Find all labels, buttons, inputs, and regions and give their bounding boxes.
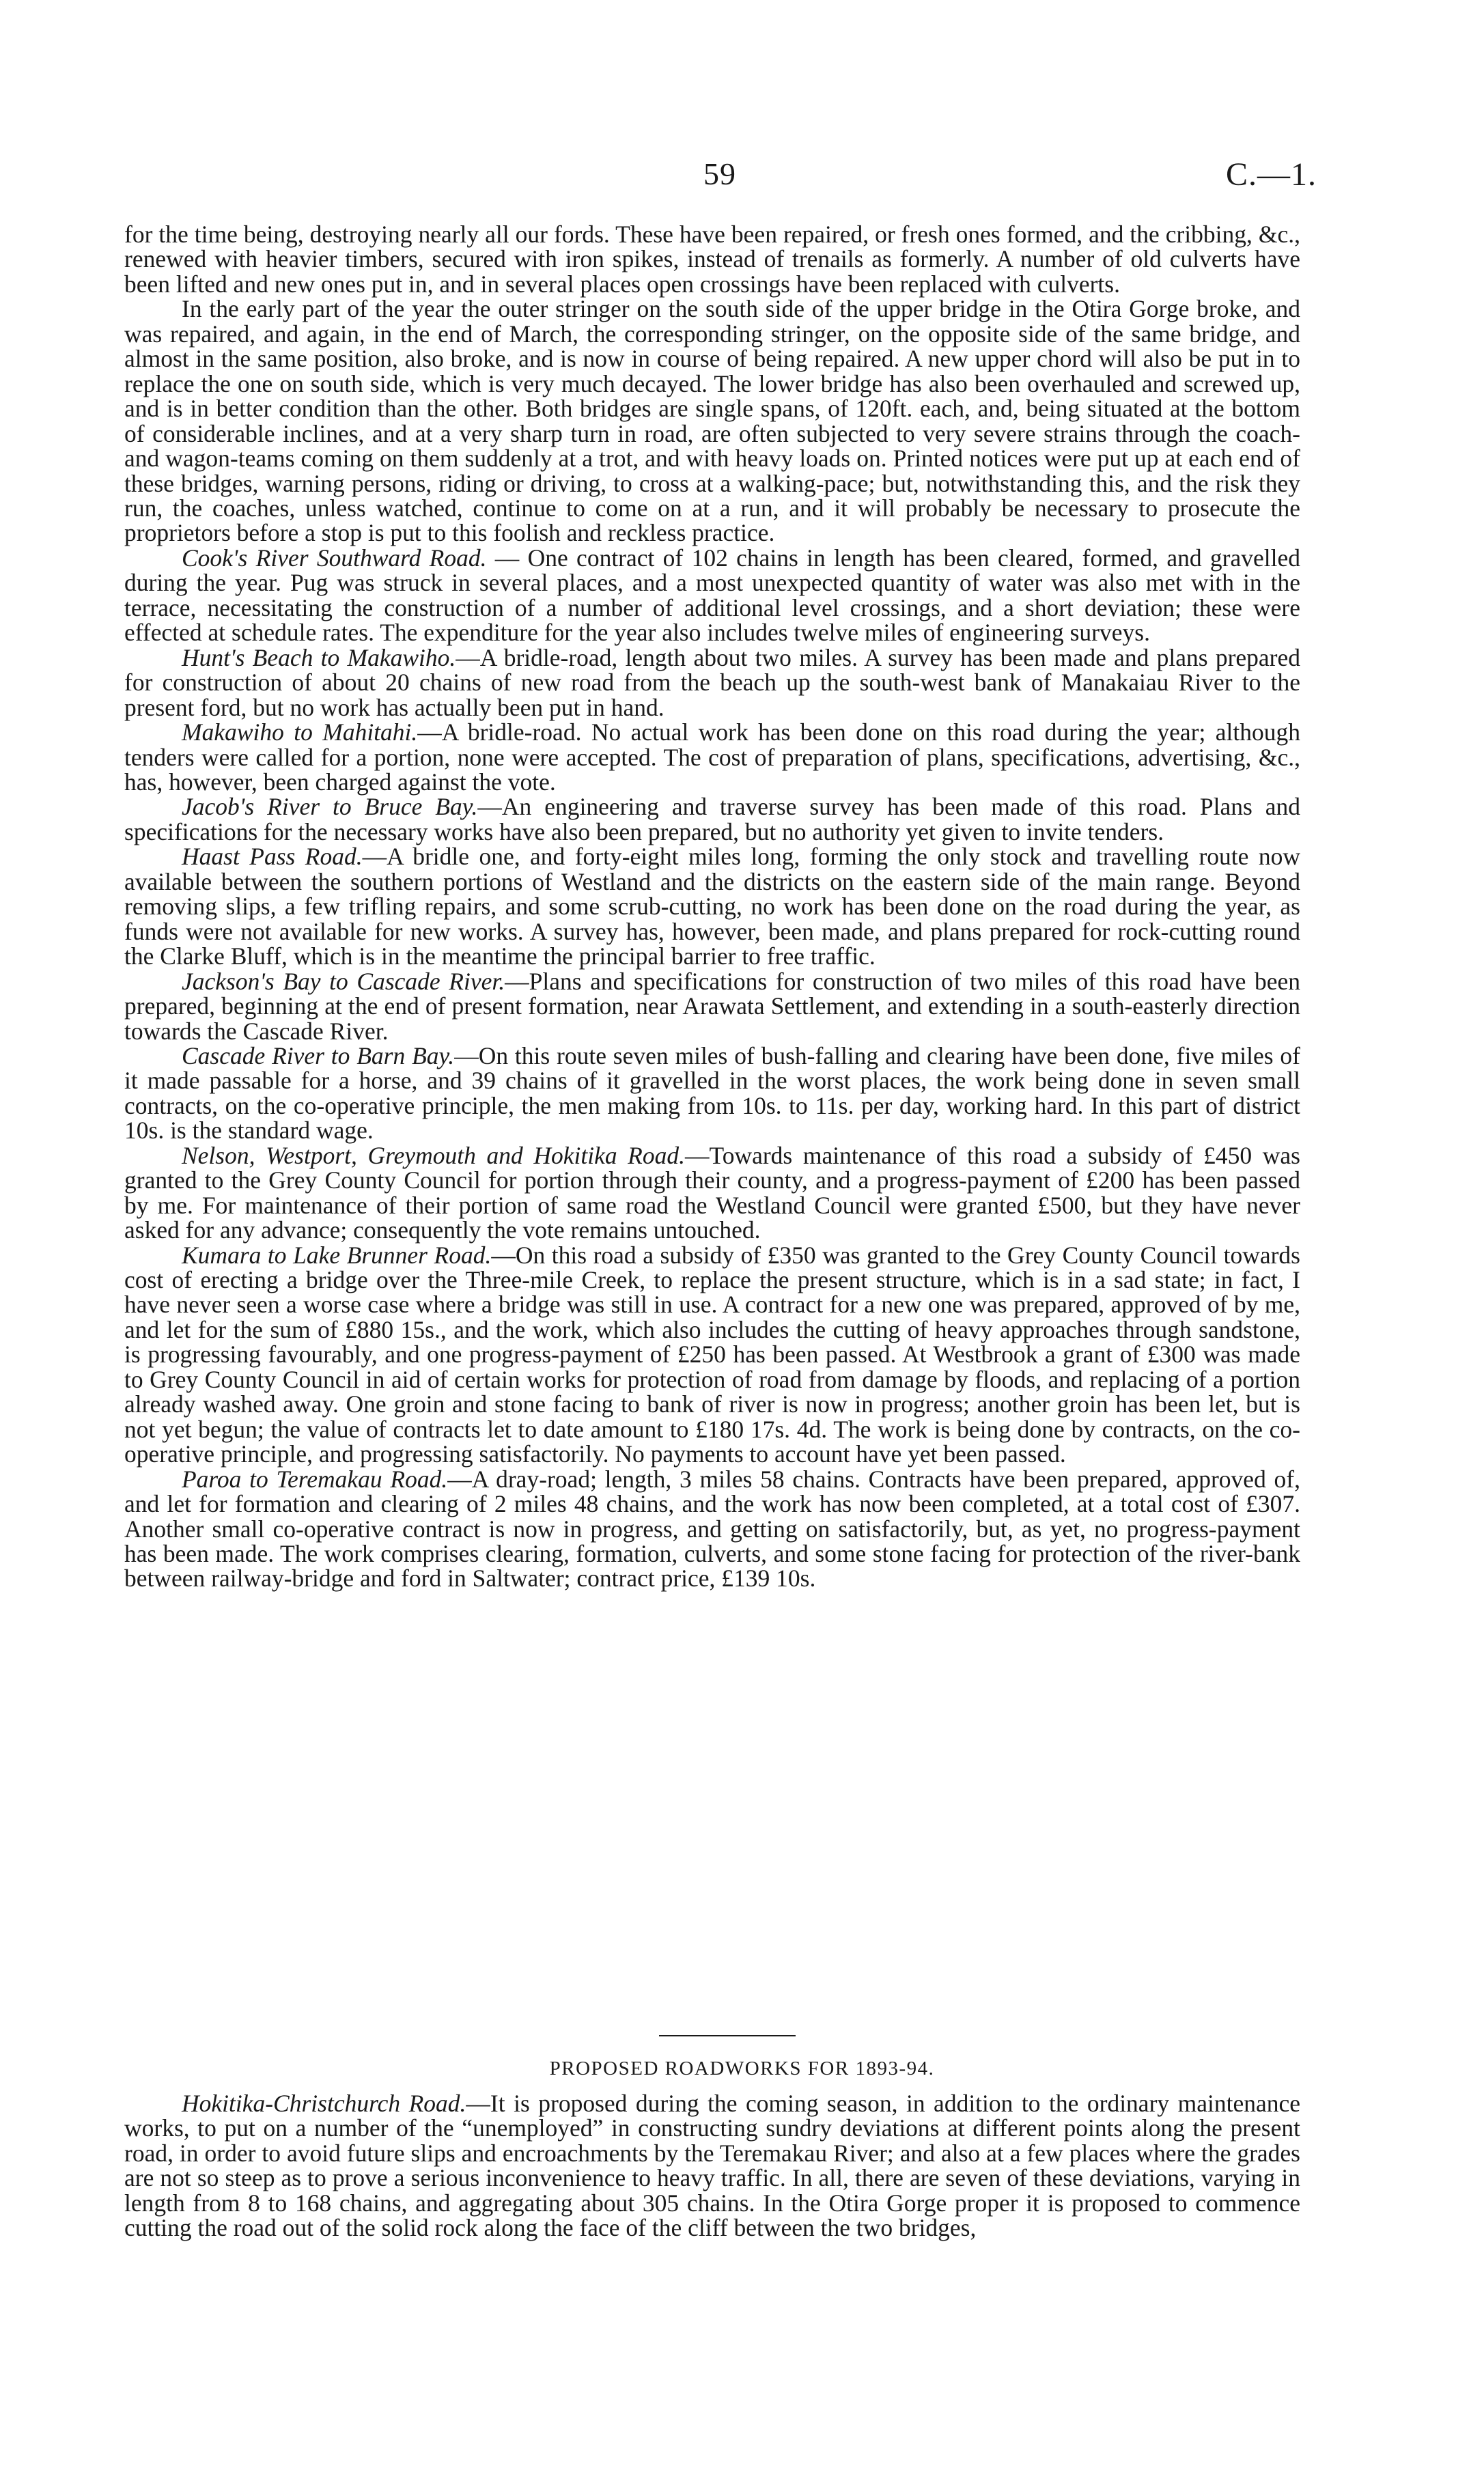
paragraph-kumara	[124, 1243, 1300, 1467]
paragraph-text: —Plans and specifications for construction of two miles of this road have been prepared, beginning at the end of present formation, near Arawata Settlement, and extending in a south-easterly direction towards the Cascade River.	[124, 967, 1300, 1045]
paragraph-heading: Haast Pass Road.	[182, 843, 363, 871]
paragraph-text: —A bridle one, and forty-eight miles long, forming the only stock and travelling route now available between the southern portions of Westland and the districts on the eastern side of the main range. Beyond removing slips, a few trifling repairs, and some scrub-cutting, no work has been done on the road during the year, as funds were not available for new works. A survey has, however, been made, and plans prepared for rock-cutting round the Clarke Bluff, which is in the meantime the principal barrier to free traffic.	[124, 843, 1300, 970]
paragraph-heading: Jacob's River to Bruce Bay.	[182, 793, 478, 821]
paragraph-makawiho	[124, 720, 1300, 794]
paragraph-cascade-river	[124, 1043, 1300, 1143]
paragraph-text: —A dray-road; length, 3 miles 58 chains. Contracts have been prepared, approved of, and let for formation and clearing of 2 miles 48 chains, and the work has now been completed, at a total cost of £307. Another small co-operative contract is now in progress, and getting on satisfactorily, but, as yet, no progress-payment has been made. The work comprises clearing, formation, culverts, and some stone facing for protection of the river-bank between railway-bridge and ford in Saltwater; contract price, £139 10s.	[124, 1465, 1300, 1593]
paragraph-heading: Hokitika-Christchurch Road.	[182, 2090, 466, 2117]
paragraph-jacobs-river	[124, 794, 1300, 844]
paragraph-fords	[124, 222, 1300, 296]
document-reference: C.—1.	[1226, 156, 1317, 193]
page-number: 59	[703, 156, 736, 191]
paragraph-nelson-westport	[124, 1143, 1300, 1243]
paragraph-text: —A bridle-road, length about two miles. A survey has been made and plans prepared for construction of about 20 chains of new road from the beach up the south-west bank of Manakaiau River to the present ford, but no work has actually been put in hand.	[124, 643, 1301, 721]
paragraph-text: —A bridle-road. No actual work has been done on this road during the year; although tenders were called for a portion, none were accepted. The cost of preparation of plans, specifications, advertising, &c., has, however, been charged against the vote.	[124, 718, 1300, 796]
paragraph-text: —Towards maintenance of this road a subsidy of £450 was granted to the Grey County Council for portion through their county, and a progress-payment of £200 has been passed by me. For maintenance of their portion of same road the Westland Council were granted £500, but they have never asked for any advance; consequently the vote remains untouched.	[124, 1141, 1300, 1244]
paragraph-heading: Paroa to Teremakau Road.	[182, 1465, 448, 1493]
paragraph-otira-bridges	[124, 296, 1300, 546]
paragraph-text: In the early part of the year the outer stringer on the south side of the upper bridge in the Otira Gorge broke, and was repaired, and again, in the end of March, the corresponding stringer, on the opposite side of the same bridge, and almost in the same position, also broke, and is now in course of being repaired. A new upper chord will also be put in to replace the one on south side, which is very much decayed. The lower bridge has also been overhauled and screwed up, and is in better condition than the other. Both bridges are single spans, of 120ft. each, and, being situated at the bottom of considerable inclines, and at a very sharp turn in road, are often subjected to very severe strains through the coach- and wagon-teams coming on them suddenly at a trot, and with heavy loads on. Printed notices were put up at each end of these bridges, warning persons, riding or driving, to cross at a walking-pace; but, notwithstanding this, and the risk they run, the coaches, unless watched, continue to come on at a run, and it will probably be necessary to prosecute the proprietors before a stop is put to this foolish and reckless practice.	[124, 295, 1300, 547]
paragraph-text: — One contract of 102 chains in length has been cleared, formed, and gravelled during the year. Pug was struck in several places, and a most unexpected quantity of water was also met with in the terrace, necessitating the construction of a number of additional level crossings, and a short deviation; these were effected at schedule rates. The expenditure for the year also includes twelve miles of engineering surveys.	[124, 544, 1300, 647]
section-divider	[659, 2035, 796, 2036]
paragraph-text: —It is proposed during the coming season, in addition to the ordinary maintenance works, to put on a number of the “unemployed” in constructing sundry deviations at different points along the present road, in order to avoid future slips and encroachments by the Teremakau River; and also at a few places where the grades are not so steep as to prove a serious inconvenience to heavy traffic. In all, there are seven of these deviations, varying in length from 8 to 168 chains, and aggregating about 305 chains. In the Otira Gorge proper it is proposed to commence cutting the road out of the solid rock along the face of the cliff between the two bridges,	[124, 2090, 1301, 2242]
paragraph-heading: Nelson, Westport, Greymouth and Hokitika Road.	[182, 1141, 685, 1169]
paragraph-paroa	[124, 1467, 1300, 1591]
paragraph-text: —On this route seven miles of bush-falling and clearing have been done, five miles of it made passable for a horse, and 39 chains of it gravelled in the worst places, the work being done in seven small contracts, on the co-operative principle, the men making from 10s. to 11s. per day, working hard. In this part of district 10s. is the standard wage.	[124, 1041, 1300, 1145]
paragraph-hunts-beach	[124, 645, 1300, 720]
paragraph-heading: Cook's River Southward Road.	[182, 544, 487, 572]
section-body	[124, 2091, 1300, 2240]
paragraph-haast-pass	[124, 844, 1300, 968]
paragraph-heading: Makawiho to Mahitahi.	[182, 718, 418, 746]
report-body	[124, 222, 1300, 1591]
paragraph-text: for the time being, destroying nearly all our fords. These have been repaired, or fresh ones formed, and the cribbing, &c., renewed with heavier timbers, secured with iron spikes, instead of trenails as formerly. A number of old culverts have been lifted and new ones put in, and in several places open crossings have been replaced with culverts.	[124, 221, 1300, 298]
section-title: PROPOSED ROADWORKS FOR 1893-94.	[549, 2058, 935, 2079]
paragraph-jacksons-bay	[124, 969, 1300, 1043]
paragraph-heading: Cascade River to Barn Bay.	[182, 1041, 455, 1069]
paragraph-text: —An engineering and traverse survey has been made of this road. Plans and specifications for the necessary works have also been prepared, but no authority yet given to invite tenders.	[124, 793, 1300, 845]
paragraph-heading: Jackson's Bay to Cascade River.	[182, 967, 505, 995]
paragraph-heading: Kumara to Lake Brunner Road.	[182, 1241, 492, 1269]
paragraph-heading: Hunt's Beach to Makawiho.	[182, 643, 456, 671]
paragraph-cooks-river	[124, 546, 1300, 645]
paragraph-text: —On this road a subsidy of £350 was granted to the Grey County Council towards cost of erecting a bridge over the Three-mile Creek, to replace the present structure, which is in a sad state; in fact, I have never seen a worse case where a bridge was still in use. A contract for a new one was prepared, approved of by me, and let for the sum of £880 15s., and the work, which also includes the cutting of heavy approaches through sandstone, is progressing favourably, and one progress-payment of £250 has been passed. At Westbrook a grant of £300 was made to Grey County Council in aid of certain works for protection of road from damage by floods, and replacing of a portion already washed away. One groin and stone facing to bank of river is now in progress; another groin has been let, but is not yet begun; the value of contracts let to date amount to £180 17s. 4d. The work is being done by contracts, on the co-operative principle, and progressing satisfactorily. No payments to account have yet been passed.	[124, 1241, 1301, 1468]
paragraph-hokitika-christchurch	[124, 2091, 1300, 2240]
